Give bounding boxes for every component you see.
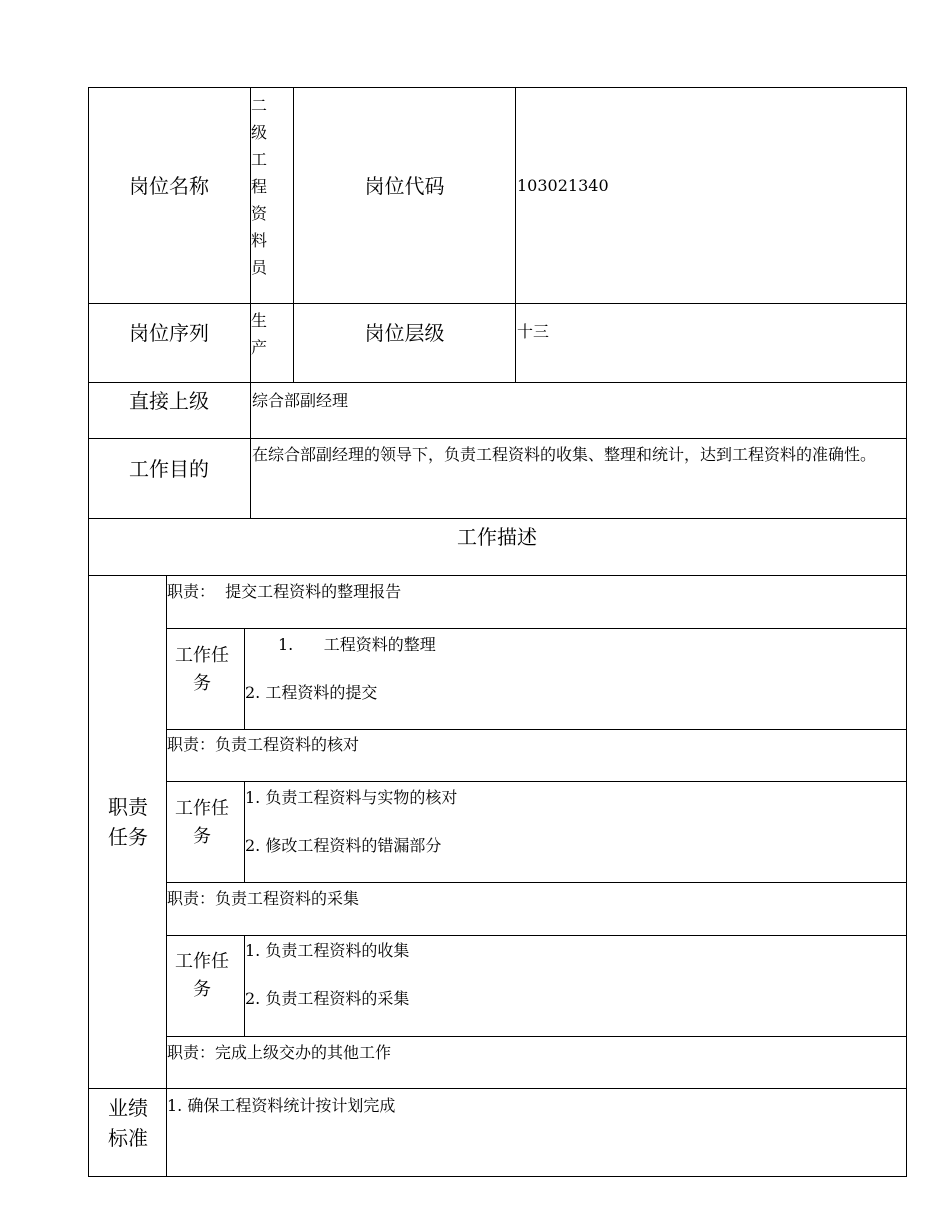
row-divider <box>166 882 907 883</box>
duty-title: 职责：负责工程资料的核对 <box>167 735 360 754</box>
purpose-label: 工作目的 <box>129 457 209 481</box>
task-item: 2. 修改工程资料的错漏部分 <box>245 836 442 855</box>
duty-title: 职责：完成上级交办的其他工作 <box>167 1043 392 1062</box>
post-name-label: 岗位名称 <box>129 174 209 198</box>
col-divider <box>515 87 516 383</box>
post-series-value: 生产 <box>251 311 268 357</box>
table-border-top <box>88 87 907 88</box>
purpose-value: 在综合部副经理的领导下，负责工程资料的收集、整理和统计，达到工程资料的准确性。 <box>252 445 877 464</box>
row-divider <box>166 1036 907 1037</box>
duties-label: 职责任务 <box>108 795 148 849</box>
post-series-label: 岗位序列 <box>129 321 209 345</box>
task-item: 1. 负责工程资料的收集 <box>245 941 410 960</box>
performance-item: 1. 确保工程资料统计按计划完成 <box>167 1096 396 1115</box>
task-item: 2. 工程资料的提交 <box>245 683 378 702</box>
col-divider <box>244 628 245 730</box>
table-border-right <box>906 87 907 1177</box>
post-name-value: 二级工程资料员 <box>251 96 268 277</box>
table-border-bottom <box>88 1176 907 1177</box>
row-divider <box>166 781 907 782</box>
superior-value: 综合部副经理 <box>252 391 349 410</box>
col-divider <box>250 87 251 519</box>
row-divider <box>88 575 907 576</box>
row-divider <box>88 438 907 439</box>
duty-title: 职责：负责工程资料的采集 <box>167 889 360 908</box>
row-divider <box>166 628 907 629</box>
task-label: 工作任务 <box>175 798 229 847</box>
row-divider <box>166 729 907 730</box>
col-divider <box>166 575 167 1177</box>
col-divider <box>293 87 294 383</box>
post-code-value: 103021340 <box>517 176 609 195</box>
post-level-value: 十三 <box>517 322 550 341</box>
task-label: 工作任务 <box>175 645 229 694</box>
task-item: 1. 工程资料的整理 <box>278 635 436 654</box>
duty-title: 职责： 提交工程资料的整理报告 <box>167 582 402 601</box>
superior-label: 直接上级 <box>129 389 209 413</box>
row-divider <box>88 518 907 519</box>
row-divider <box>166 935 907 936</box>
post-code-label: 岗位代码 <box>364 174 445 198</box>
table-border-left <box>88 87 89 1177</box>
row-divider <box>88 1088 907 1089</box>
task-item: 2. 负责工程资料的采集 <box>245 989 410 1008</box>
col-divider <box>244 781 245 883</box>
row-divider <box>88 382 907 383</box>
post-level-label: 岗位层级 <box>364 321 445 345</box>
task-label: 工作任务 <box>175 951 229 1000</box>
task-item: 1. 负责工程资料与实物的核对 <box>245 788 458 807</box>
col-divider <box>244 935 245 1037</box>
performance-label: 业绩标准 <box>108 1096 148 1150</box>
row-divider <box>88 303 907 304</box>
section-title: 工作描述 <box>457 525 537 549</box>
